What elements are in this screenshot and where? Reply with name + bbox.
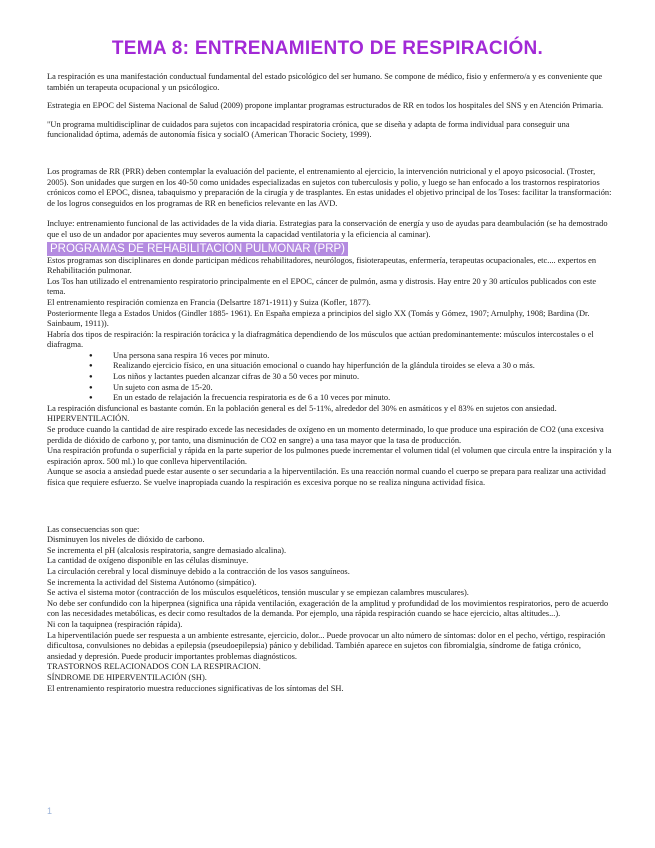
includes-paragraph: Incluye: entrenamiento funcional de las actividades de la vida diaria. Estrategias para la conservación de energía y uso de ayudas para deambulación (se ha demostrado que el uso de un andador por apacientes muy severos aumenta la capacidad ventilatoria y la eficiencia al caminar). bbox=[47, 219, 608, 239]
prr-paragraph: Los programas de RR (PRR) deben contemplar la evaluación del paciente, el entrenamiento al ejercicio, la intervención nutricional y el apoyo psicosocial. (Troster, 2005). Son unidades que surgen en los 40-50 como unidades especializadas en sujetos con tuberculosis y polio, y luego se han enfocado a los trastornos respiratorios crónicos como el EPOC, disnea, tabaquismo y preparación de la cirugía y de trasplantes. En estas unidades el objetivo principal de los Toses: facilitar la transformación: de los logros conseguidos en los programas de RR en beneficios relevante en las AVD. bbox=[47, 166, 612, 208]
intro-paragraph-2: Estrategia en EPOC del Sistema Nacional de Salud (2009) propone implantar programas estructurados de RR en todos los hospitales del SNS y en Atención Primaria. bbox=[47, 101, 604, 111]
section-line: Posteriormente llega a Estados Unidos (Gindler 1885- 1961). En España empieza a principios del siglo XX (Tomás y Gómez, 1907; Arnulphy, 1908; Bardina (Dr. Sainbaum, 1911)). bbox=[47, 308, 590, 329]
consequence-line: Ni con la taquipnea (respiración rápida). bbox=[47, 619, 183, 629]
hyper-line: Una respiración profunda o superficial y rápida en la parte superior de los pulmones puede incrementar el volumen tidal (el volumen que circula entre la inspiración y la espiración aprox. 500 ml.) lo que conlleva hiperventilación. bbox=[47, 446, 612, 466]
list-item: ● Los niños y lactantes pueden alcanzar cifras de 30 a 50 veces por minuto. bbox=[113, 372, 612, 383]
list-item: ● En un estado de relajación la frecuencia respiratoria es de 6 a 10 veces por minuto. bbox=[113, 393, 612, 404]
intro-quote: "Un programa multidisciplinar de cuidados para sujetos con incapacidad respiratoria crónica, que se diseña y adapta de forma individual para conseguir una funcionalidad óptima, además de autonomía física y socialO (American Thoracic Society, 1999). bbox=[47, 119, 570, 140]
section-line: Los Tos han utilizado el entrenamiento respiratorio principalmente en el EPOC, cáncer de pulmón, asma y distrosis. Hay entre 20 y 30 artículos publicados con este tema. bbox=[47, 276, 597, 297]
syndrome-heading: SÍNDROME DE HIPERVENTILACIÓN (SH). bbox=[47, 672, 207, 682]
list-item: ● Realizando ejercicio físico, en una situación emocional o cuando hay hiperfunción de la glándula tiroides se eleva a 30 o más. bbox=[113, 361, 612, 372]
list-item: ● Una persona sana respira 16 veces por minuto. bbox=[113, 351, 612, 362]
list-item: ● Un sujeto con asma de 15-20. bbox=[113, 383, 612, 394]
hyper-line: Aunque se asocia a ansiedad puede estar ausente o ser secundaria a la hiperventilación. Es una reacción normal cuando el cuerpo se prepara para realizar una actividad física que requiere esfuerzo. Se vuelve inapropiada cuando la respiración es excesiva porque no se realiza ninguna actividad física. bbox=[47, 467, 606, 487]
consequence-line: Se activa el sistema motor (contracción de los músculos esqueléticos, tensión muscular y se empiezan calambres musculares). bbox=[47, 588, 469, 598]
consequence-line: La cantidad de oxígeno disponible en las células disminuye. bbox=[47, 556, 249, 566]
consequence-line: Se incrementa el pH (alcalosis respiratoria, sangre demasiado alcalina). bbox=[47, 545, 287, 555]
document-title: TEMA 8: ENTRENAMIENTO DE RESPIRACIÓN. bbox=[111, 38, 544, 59]
consequence-line: La hiperventilación puede ser respuesta a un ambiente estresante, ejercicio, dolor... Puede provocar un alto número de síntomas: dolor en el pecho, vértigo, respiración dificultosa, convulsiones no debidas a epilepsia (pseudoepilepsia) pánico y debilidad. También aparece en sujetos con fibromialgia, síndrome de fatiga crónico, ansiedad y depresión. Puede producir importantes problemas diagnósticos. bbox=[47, 630, 606, 661]
section-line: Habría dos tipos de respiración: la respiración torácica y la diafragmática dependiendo de los músculos que actúan predominantemente: músculos intercostales o el diafragma. bbox=[47, 329, 594, 350]
intro-paragraph-1: La respiración es una manifestación conductual fundamental del estado psicológico del ser humano. Se compone de médico, fisio y enfermero/a y es conveniente que también un terapeuta ocupacional y un psicólogico. bbox=[47, 72, 603, 92]
dysfunction-paragraph: La respiración disfuncional es bastante común. En la población general es del 5-11%, alrededor del 30% en asmáticos y el 83% en sujetos con ansiedad. bbox=[47, 403, 557, 413]
section-heading-prp: PROGRAMAS DE REHABILITACIÓN PULMONAR (PRP) bbox=[47, 242, 348, 256]
document-body bbox=[47, 72, 612, 694]
page-number: 1 bbox=[47, 806, 53, 816]
consequence-line: Las consecuencias son que: bbox=[47, 524, 140, 534]
section-line: El entrenamiento respiración comienza en Francia (Delsartre 1871-1911) y Suiza (Kofler, 1877). bbox=[47, 297, 371, 307]
related-disorders-heading: TRASTORNOS RELACIONADOS CON LA RESPIRACION. bbox=[47, 662, 261, 672]
consequence-line: Se incrementa la actividad del Sistema Autónomo (simpático). bbox=[47, 577, 257, 587]
hyperventilation-heading: HIPERVENTILACIÓN. bbox=[47, 414, 130, 424]
consequence-line: No debe ser confundido con la hiperpnea (significa una rápida ventilación, exageración de la amplitud y profundidad de los movimientos respiratorios, pero de acuerdo con las necesidades metabólicas, es decir como resultados de la demanda. Por ejemplo, una rápida respiración cuando se hace ejercicio, altas altitudes...). bbox=[47, 598, 609, 619]
consequence-line: El entrenamiento respiratorio muestra reducciones significativas de los síntomas del SH. bbox=[47, 683, 344, 693]
section-line: Estos programas son disciplinares en donde participan médicos rehabilitadores, neurólogos, fisioterapeutas, enfermería, terapeutas ocupacionales, etc.... expertos en Rehabilitación pulmonar. bbox=[47, 255, 597, 276]
consequence-line: La circulación cerebral y local disminuye debido a la contracción de los vasos sanguíneos. bbox=[47, 566, 350, 576]
hyper-line: Se produce cuando la cantidad de aire respirado excede las necesidades de oxígeno en un momento determinado, lo que produce una espiración de CO2 (una excesiva perdida de dióxido de carbono y, por tanto, una disminución de CO2 en sangre) a una tasa mayor que la tasa de producción. bbox=[47, 425, 604, 445]
respiration-rate-list bbox=[47, 351, 612, 404]
consequence-line: Disminuyen los niveles de dióxido de carbono. bbox=[47, 535, 205, 545]
